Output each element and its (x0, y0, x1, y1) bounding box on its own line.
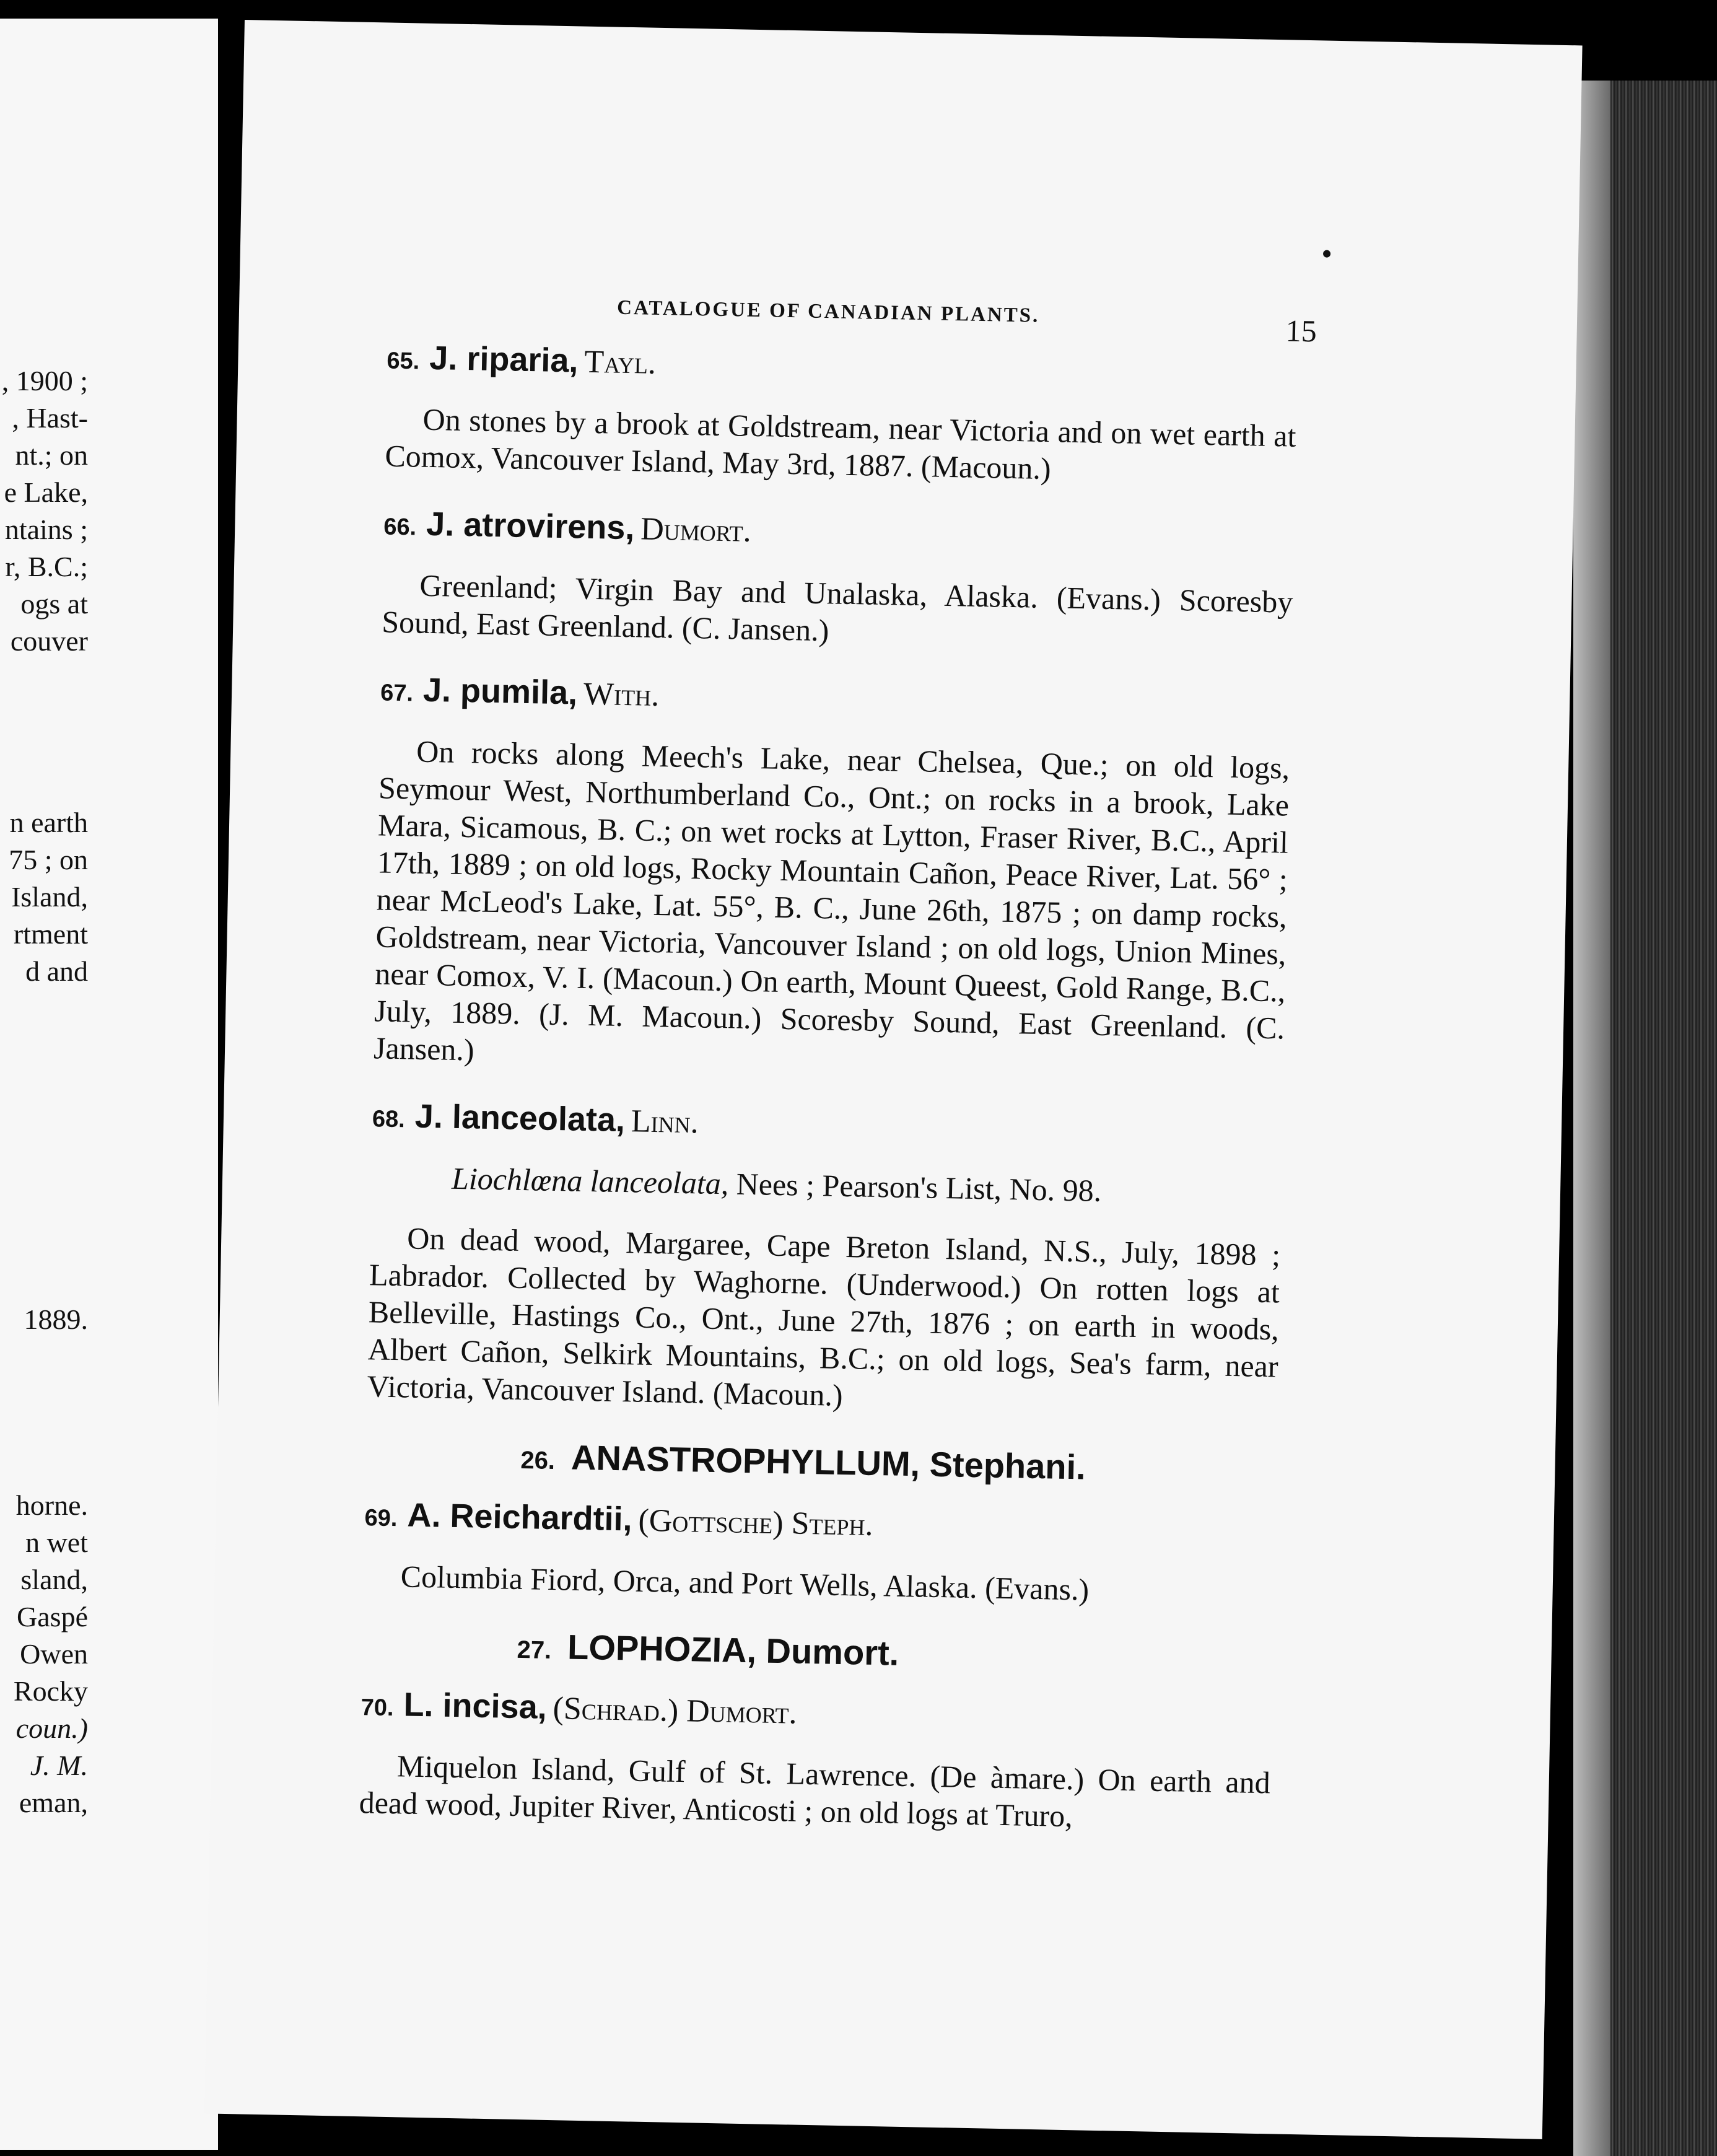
species-name: J. atrovirens, (426, 505, 635, 547)
left-page-fragment: , 1900 ; (1, 365, 88, 397)
species-number: 65. (387, 348, 420, 375)
genus-number: 26. (520, 1446, 556, 1475)
left-page-fragment: Owen (20, 1638, 88, 1670)
ink-speck (1323, 250, 1330, 257)
synonym-reference: Nees ; Pearson's List, No. 98. (736, 1166, 1102, 1208)
species-authority: Dumort. (640, 511, 752, 549)
left-page-fragment: ogs at (20, 588, 88, 620)
left-page-fragment: Gaspé (17, 1601, 88, 1632)
species-number: 68. (372, 1106, 406, 1133)
species-authority: Linn. (631, 1103, 699, 1141)
species-name: J. riparia, (429, 339, 579, 380)
species-heading (360, 1682, 1272, 1746)
species-name: A. Reichardtii, (406, 1496, 633, 1538)
synonym-line (452, 1160, 1282, 1213)
left-page-fragment: J. M. (30, 1750, 88, 1781)
left-page-fragment: n earth (9, 807, 88, 838)
left-page-fragment: ntains ; (4, 514, 88, 545)
species-number: 67. (380, 680, 414, 707)
species-number: 70. (360, 1694, 394, 1722)
left-page-fragment: r, B.C.; (5, 551, 88, 582)
running-head: CATALOGUE OF CANADIAN PLANTS. (616, 296, 1040, 327)
species-heading (380, 667, 1291, 732)
species-number: 66. (383, 514, 417, 541)
species-localities: On stones by a brook at Goldstream, near Victoria and on wet earth at Comox, Vancouver Island, May 3rd, 1887. (Macoun.) (384, 401, 1296, 486)
species-authority: (Gottsche) Steph. (637, 1502, 874, 1543)
page-number: 15 (1285, 313, 1317, 349)
left-page-fragment: couver (10, 625, 88, 657)
left-page-fragment: nt.; on (15, 439, 88, 471)
page-body (358, 336, 1298, 1866)
left-page-fragment: sland, (20, 1564, 88, 1595)
previous-page-edge (0, 19, 218, 2150)
left-page-fragment: 1889. (24, 1304, 88, 1335)
catalogue-page (204, 20, 1582, 2139)
genus-heading (517, 1624, 1273, 1686)
synonym-name: Liochlœna lanceolata, (451, 1160, 729, 1201)
book-page-edges (1573, 81, 1717, 2156)
species-localities: Miquelon Island, Gulf of St. Lawrence. (De àmare.) On earth and dead wood, Jupiter River, Anticosti ; on old logs at Truro, (359, 1748, 1271, 1834)
species-heading (383, 501, 1295, 566)
left-page-fragment: 75 ; on (9, 844, 88, 875)
left-page-fragment: Island, (11, 881, 88, 913)
species-authority: (Schrad.) Dumort. (553, 1691, 798, 1731)
species-number: 69. (364, 1505, 398, 1532)
species-authority: Tayl. (583, 344, 657, 381)
left-page-fragment: horne. (15, 1489, 88, 1521)
species-heading (372, 1093, 1283, 1158)
left-page-fragment: eman, (19, 1787, 88, 1818)
species-name: J. pumila, (422, 671, 578, 712)
genus-name: LOPHOZIA, Dumort. (567, 1627, 899, 1673)
left-page-fragment: n wet (25, 1527, 88, 1558)
genus-name: ANASTROPHYLLUM, Stephani. (570, 1437, 1086, 1487)
species-localities: On rocks along Meech's Lake, near Chelsea, Que.; on old logs, Seymour West, Northumberland Co., Ont.; on rocks in a brook, Lake Mara, Sicamous, B. C.; on wet rocks at Lytton, Fraser River, B.C., April 17th, 1889 ; on old logs, Rocky Mountain Cañon, Peace River, Lat. 56° ; near McLeod's Lake, Lat. 55°, B. C., June 26th, 1875 ; on damp rocks, Goldstream, near Victoria, Vancouver Island ; on old logs, Union Mines, near Comox, V. I. (Macoun.) On earth, Mount Queest, Gold Range, B.C., July, 1889. (J. M. Macoun.) Scoresby Sound, East Greenland. (C. Jansen.) (373, 734, 1290, 1067)
species-heading (364, 1492, 1275, 1557)
genus-heading (520, 1435, 1277, 1496)
left-page-fragment: coun.) (15, 1712, 88, 1744)
species-name: J. lanceolata, (414, 1097, 626, 1139)
species-localities: On dead wood, Margaree, Cape Breton Island, N.S., July, 1898 ; Labrador. Collected by Waghorne. (Underwood.) On rotten logs at Belleville, Hastings Co., Ont., June 27th, 1876 ; on earth in woods, Albert Cañon, Selkirk Mountains, B.C.; on old logs, Sea's farm, near Victoria, Vancouver Island. (Macoun.) (367, 1220, 1281, 1413)
species-heading (387, 336, 1298, 400)
left-page-fragment: Rocky (13, 1675, 88, 1707)
left-page-fragment: , Hast- (12, 402, 88, 434)
species-localities: Greenland; Virgin Bay and Unalaska, Alaska. (Evans.) Scoresby Sound, East Greenland. (C. Jansen.) (381, 567, 1293, 648)
left-page-fragment: rtment (13, 918, 88, 950)
species-name: L. incisa, (403, 1686, 548, 1726)
genus-number: 27. (517, 1636, 552, 1664)
left-page-fragment: d and (25, 955, 88, 987)
left-page-fragment: e Lake, (4, 476, 88, 508)
species-localities: Columbia Fiord, Orca, and Port Wells, Alaska. (Evans.) (400, 1559, 1090, 1607)
species-authority: With. (583, 676, 660, 714)
